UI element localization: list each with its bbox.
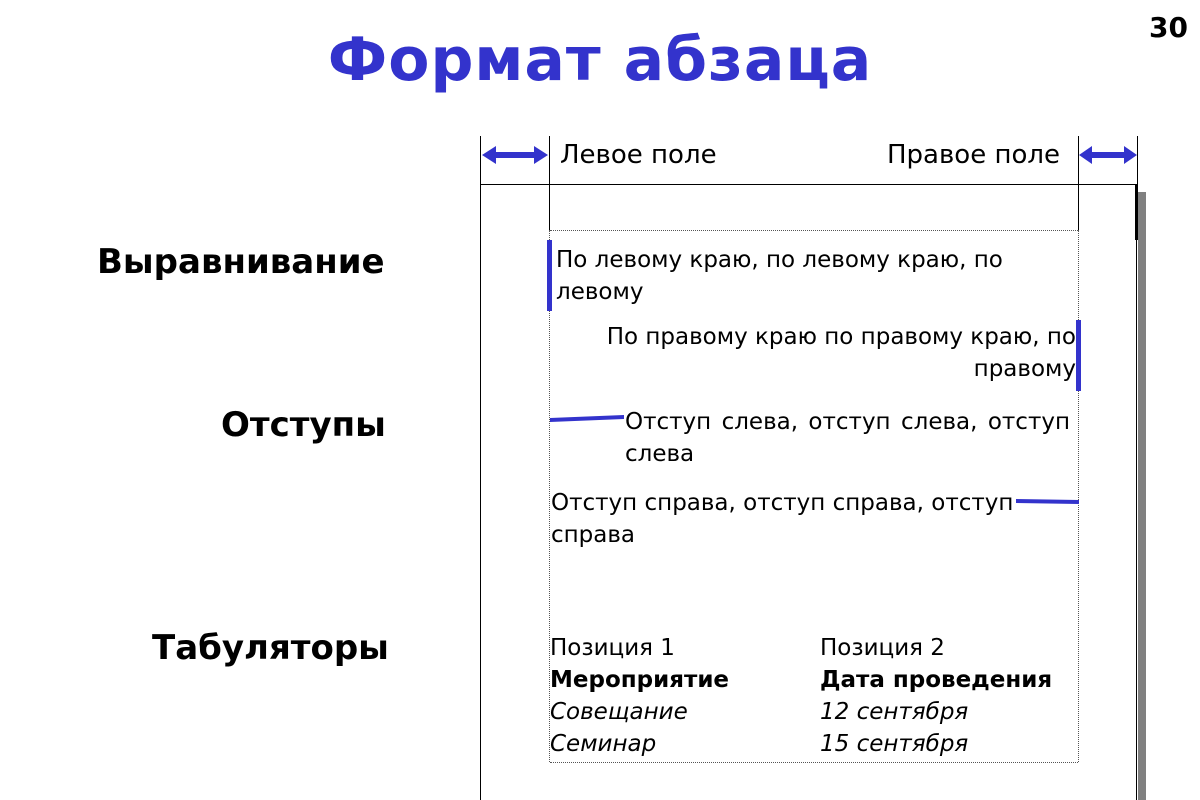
slide-title: Формат абзаца: [327, 25, 873, 95]
row-2-date: 15 сентября: [820, 731, 969, 757]
indent-right-line-1: Отступ справа, отступ справа, отступ: [551, 490, 1014, 516]
table-row: [550, 728, 1078, 760]
indent-right-paragraph: [551, 487, 1021, 551]
indent-left-line-1: Отступ слева, отступ слева, отступ: [625, 409, 1070, 435]
text-area-bottom: [550, 762, 1078, 763]
left-margin-arrow-icon: [482, 144, 548, 166]
indent-left-paragraph: [625, 406, 1070, 470]
row-1-date: 12 сентября: [820, 699, 969, 725]
right-margin-label: Правое поле: [887, 140, 1060, 170]
tab-position-1: Позиция 1: [550, 635, 675, 661]
tab-position-2: Позиция 2: [820, 635, 945, 661]
left-margin-label: Левое поле: [560, 140, 717, 170]
indent-right-marker: [1016, 497, 1079, 507]
align-right-line-1: По правому краю по правому краю, по: [606, 324, 1076, 350]
align-right-marker: [1076, 320, 1081, 391]
table-row: [550, 696, 1078, 728]
indent-left-marker: [550, 414, 626, 424]
right-margin-arrow-icon: [1079, 144, 1137, 166]
section-label-indents: Отступы: [221, 405, 386, 445]
left-margin-line: [549, 136, 550, 230]
column-event: Мероприятие: [550, 667, 730, 693]
section-label-tabs: Табуляторы: [152, 628, 389, 668]
page-number: 30: [1149, 11, 1188, 44]
tab-column-row: [550, 664, 1078, 696]
page-right-border: [1135, 184, 1138, 240]
indent-right-line-2: справа: [551, 522, 636, 548]
section-label-alignment: Выравнивание: [97, 242, 385, 282]
align-right-paragraph: [560, 321, 1076, 385]
column-date: Дата проведения: [820, 667, 1053, 693]
page-top-edge: [480, 184, 1138, 185]
row-1-event: Совещание: [550, 699, 688, 725]
tab-stops-table: [550, 632, 1078, 760]
row-2-event: Семинар: [550, 731, 657, 757]
align-left-marker: [547, 240, 552, 311]
page-right-edge: [1137, 136, 1138, 184]
tab-header-row: [550, 632, 1078, 664]
align-left-paragraph: По левому краю, по левому краю, по левому: [556, 247, 1003, 305]
page-left-edge: [480, 136, 481, 800]
page-shadow: [1138, 192, 1146, 800]
text-area-right: [1078, 230, 1079, 762]
text-area-top: [550, 230, 1078, 231]
indent-left-line-2: слева: [625, 441, 695, 467]
align-right-line-2: правому: [973, 356, 1076, 382]
page-right-border-lower: [1136, 240, 1137, 800]
